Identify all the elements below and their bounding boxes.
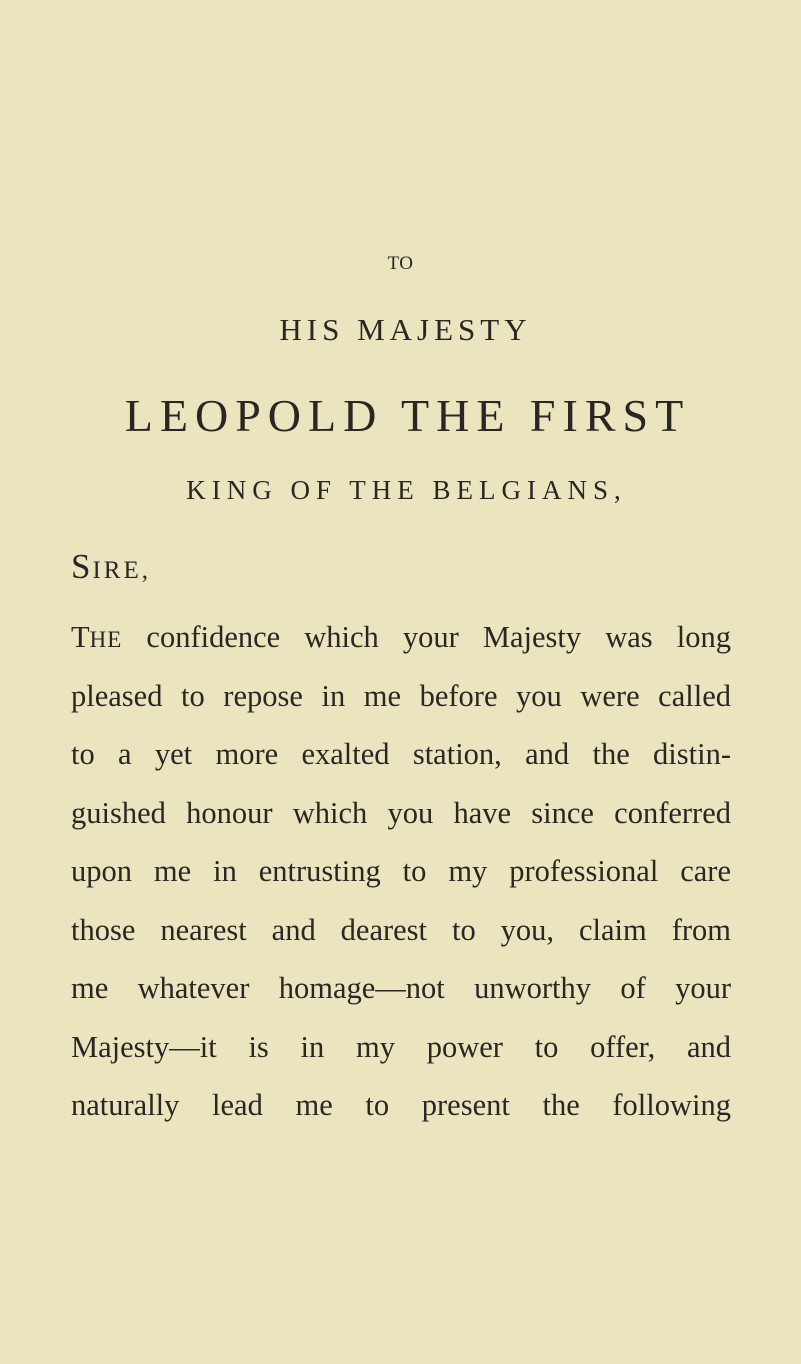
body-line-7: me whatever homage—not unworthy of your: [71, 971, 731, 1005]
body-line-9: naturally lead me to present the following: [71, 1088, 731, 1122]
his-majesty-heading: HIS MAJESTY: [279, 312, 532, 347]
salutation: [71, 547, 151, 588]
salutation-rest: IRE,: [92, 557, 151, 584]
body-line-1: [71, 608, 731, 667]
body-line-4: guished honour which you have since conferred: [71, 795, 731, 830]
dedication-to: TO: [387, 253, 414, 274]
body-line-5: upon me in entrusting to my professional care: [71, 854, 731, 888]
body-line-6: those nearest and dearest to you, claim from: [71, 912, 731, 947]
king-of-belgians-heading: KING OF THE BELGIANS,: [186, 475, 627, 505]
dedication-body: [71, 608, 731, 1135]
opening-word-rest: HE: [89, 627, 123, 652]
opening-word-initial: T: [71, 620, 90, 654]
salutation-initial: S: [71, 547, 93, 586]
body-line-2: pleased to repose in me before you were called: [71, 678, 731, 713]
body-line-8: Majesty—it is in my power to offer, and: [71, 1029, 731, 1064]
body-line-3: to a yet more exalted station, and the distin-: [71, 737, 731, 771]
leopold-title: LEOPOLD THE FIRST: [124, 390, 691, 441]
body-line-1-text: confidence which your Majesty was long: [122, 620, 731, 654]
